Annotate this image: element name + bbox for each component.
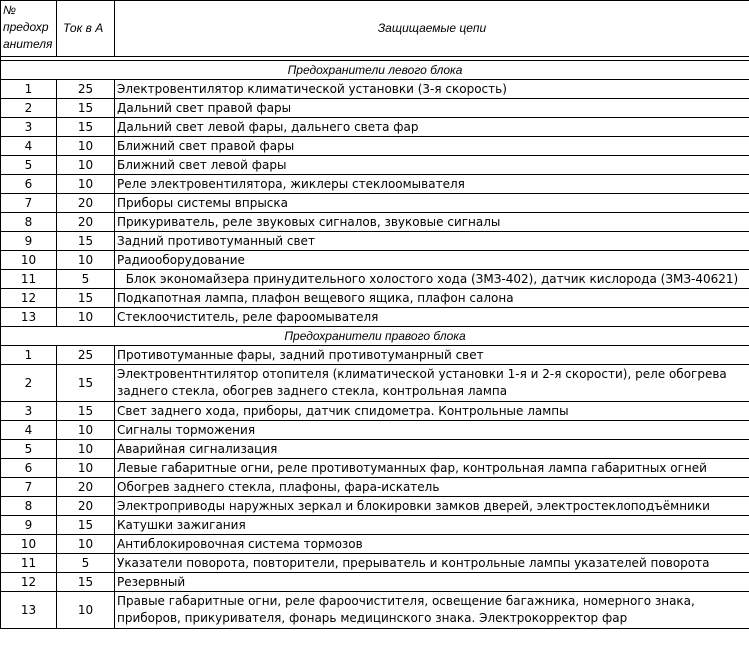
current-cell: 5 [57, 554, 115, 573]
fuse-number-cell: 5 [1, 440, 57, 459]
current-cell: 25 [57, 346, 115, 365]
circuit-description-cell: Электроприводы наружных зеркал и блокировки замков дверей, электростеклоподъёмники [115, 497, 749, 516]
fuse-number-cell: 10 [1, 251, 57, 270]
current-cell: 20 [57, 478, 115, 497]
current-cell: 15 [57, 118, 115, 137]
fuse-number-cell: 8 [1, 213, 57, 232]
circuit-description-cell: Ближний свет правой фары [115, 137, 749, 156]
current-header: Ток в А [57, 1, 115, 57]
fuse-number-cell: 9 [1, 516, 57, 535]
circuit-description-cell: Аварийная сигнализация [115, 440, 749, 459]
section-title: Предохранители правого блока [1, 327, 749, 346]
current-cell: 15 [57, 232, 115, 251]
table-row [1, 478, 749, 497]
current-cell: 15 [57, 289, 115, 308]
fuse-number-cell: 13 [1, 308, 57, 327]
current-cell: 10 [57, 459, 115, 478]
fuse-number-cell: 12 [1, 289, 57, 308]
table-body [1, 61, 749, 629]
fuse-number-cell: 2 [1, 365, 57, 402]
fuse-number-cell: 11 [1, 554, 57, 573]
current-cell: 10 [57, 592, 115, 629]
circuit-description-cell: Блок экономайзера принудительного холостого хода (ЗМЗ-402), датчик кислорода (ЗМЗ-40621) [115, 270, 749, 289]
table-row [1, 156, 749, 175]
table-row [1, 289, 749, 308]
fuse-number-cell: 4 [1, 137, 57, 156]
fuse-number-cell: 4 [1, 421, 57, 440]
fuse-number-cell: 11 [1, 270, 57, 289]
table-row [1, 270, 749, 289]
circuit-description-cell: Правые габаритные огни, реле фароочистителя, освещение багажника, номерного знака, приборов, прикуривателя, фонарь медицинского знака. Электрокорректор фар [115, 592, 749, 629]
circuit-description-cell: Электровентилятор климатической установки (3-я скорость) [115, 80, 749, 99]
circuit-description-cell: Дальний свет левой фары, дальнего света фар [115, 118, 749, 137]
current-cell: 10 [57, 137, 115, 156]
table-row [1, 137, 749, 156]
table-header-row [1, 1, 749, 57]
fuse-number-cell: 1 [1, 346, 57, 365]
circuit-description-cell: Указатели поворота, повторители, прерыватель и контрольные лампы указателей поворота [115, 554, 749, 573]
fuse-number-cell: 9 [1, 232, 57, 251]
table-row [1, 232, 749, 251]
current-cell: 20 [57, 194, 115, 213]
fuse-number-cell: 10 [1, 535, 57, 554]
fuse-number-cell: 3 [1, 118, 57, 137]
table-row [1, 194, 749, 213]
table-row [1, 346, 749, 365]
fuse-number-cell: 1 [1, 80, 57, 99]
section-title: Предохранители левого блока [1, 61, 749, 80]
table-row [1, 251, 749, 270]
protected-circuits-header: Защищаемые цепи [115, 1, 749, 57]
circuit-description-cell: Левые габаритные огни, реле противотуманных фар, контрольная лампа габаритных огней [115, 459, 749, 478]
current-cell: 20 [57, 213, 115, 232]
fuse-number-cell: 12 [1, 573, 57, 592]
circuit-description-cell: Катушки зажигания [115, 516, 749, 535]
current-cell: 15 [57, 573, 115, 592]
circuit-description-cell: Резервный [115, 573, 749, 592]
table-row [1, 573, 749, 592]
circuit-description-cell: Дальний свет правой фары [115, 99, 749, 118]
current-cell: 15 [57, 365, 115, 402]
current-cell: 15 [57, 516, 115, 535]
current-cell: 25 [57, 80, 115, 99]
circuit-description-cell: Обогрев заднего стекла, плафоны, фара-искатель [115, 478, 749, 497]
circuit-description-cell: Электровентнтилятор отопителя (климатической установки 1-я и 2-я скорости), реле обогрева заднего стекла, обогрев заднего стекла, контрольная лампа [115, 365, 749, 402]
circuit-description-cell: Приборы системы впрыска [115, 194, 749, 213]
fuse-number-cell: 13 [1, 592, 57, 629]
current-cell: 10 [57, 175, 115, 194]
current-cell: 10 [57, 308, 115, 327]
circuit-description-cell: Стеклоочиститель, реле фароомывателя [115, 308, 749, 327]
section-header-row [1, 327, 749, 346]
circuit-description-cell: Свет заднего хода, приборы, датчик спидометра. Контрольные лампы [115, 402, 749, 421]
table-row [1, 80, 749, 99]
fuse-number-cell: 8 [1, 497, 57, 516]
circuit-description-cell: Ближний свет левой фары [115, 156, 749, 175]
table-row [1, 592, 749, 629]
current-cell: 15 [57, 99, 115, 118]
table-row [1, 554, 749, 573]
circuit-description-cell: Антиблокировочная система тормозов [115, 535, 749, 554]
table-row [1, 459, 749, 478]
table-row [1, 213, 749, 232]
fuse-number-header: № предохр анителя [1, 1, 57, 57]
circuit-description-cell: Задний противотуманный свет [115, 232, 749, 251]
table-row [1, 118, 749, 137]
circuit-description-cell: Противотуманные фары, задний противотуманрный свет [115, 346, 749, 365]
current-cell: 10 [57, 535, 115, 554]
table-row [1, 402, 749, 421]
current-cell: 10 [57, 251, 115, 270]
fuse-number-cell: 3 [1, 402, 57, 421]
current-cell: 10 [57, 421, 115, 440]
table-row [1, 535, 749, 554]
current-cell: 10 [57, 440, 115, 459]
circuit-description-cell: Радиооборудование [115, 251, 749, 270]
table-row [1, 497, 749, 516]
fuse-number-cell: 6 [1, 459, 57, 478]
table-row [1, 516, 749, 535]
fuse-number-cell: 7 [1, 194, 57, 213]
section-header-row [1, 61, 749, 80]
table-row [1, 175, 749, 194]
current-cell: 20 [57, 497, 115, 516]
table-row [1, 440, 749, 459]
circuit-description-cell: Подкапотная лампа, плафон вещевого ящика, плафон салона [115, 289, 749, 308]
table-row [1, 99, 749, 118]
fuse-number-cell: 5 [1, 156, 57, 175]
circuit-description-cell: Прикуриватель, реле звуковых сигналов, звуковые сигналы [115, 213, 749, 232]
current-cell: 5 [57, 270, 115, 289]
table-row [1, 421, 749, 440]
fuse-number-cell: 2 [1, 99, 57, 118]
fuse-number-cell: 6 [1, 175, 57, 194]
table-row [1, 365, 749, 402]
circuit-description-cell: Реле электровентилятора, жиклеры стеклоомывателя [115, 175, 749, 194]
current-cell: 10 [57, 156, 115, 175]
fuse-number-cell: 7 [1, 478, 57, 497]
circuit-description-cell: Сигналы торможения [115, 421, 749, 440]
table-row [1, 308, 749, 327]
current-cell: 15 [57, 402, 115, 421]
